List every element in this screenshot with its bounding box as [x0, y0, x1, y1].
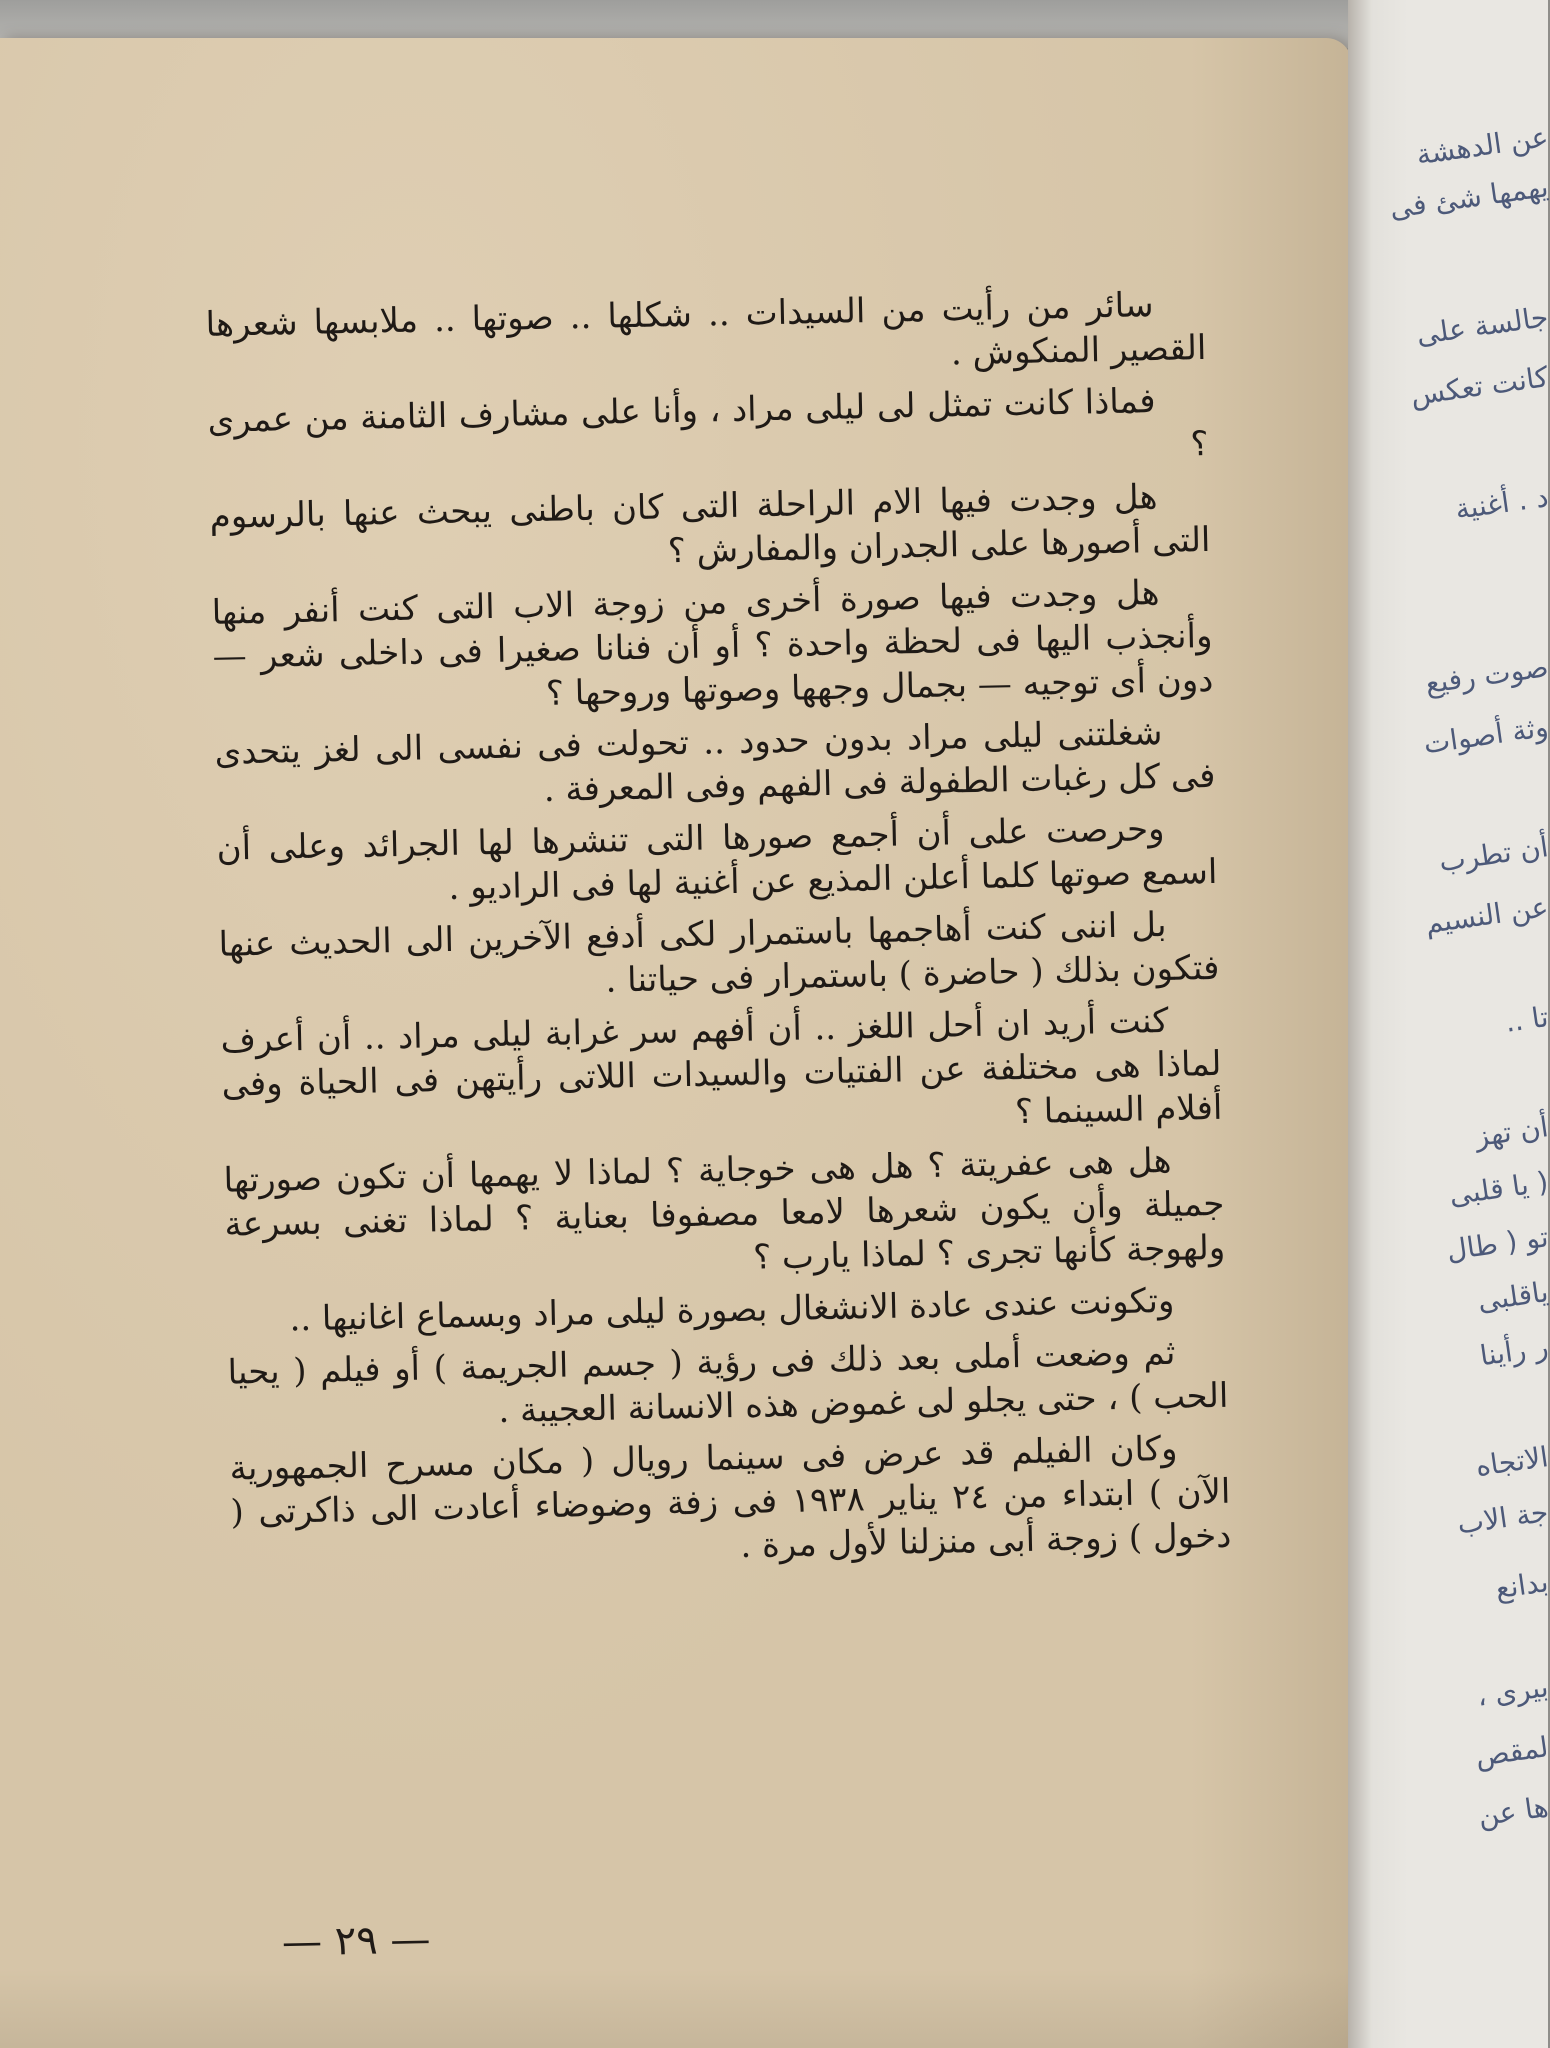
paragraph-1: سائر من رأيت من السيدات .. شكلها .. صوتها .. ملابسها شعرها القصير المنكوش . [205, 285, 1207, 374]
adjacent-line: صوت رفيع [1423, 650, 1550, 701]
paragraph-4: هل وجدت فيها صورة أخرى من زوجة الاب التى كنت أنفر منها وأنجذب اليها فى لحظة واحدة ؟ أو أن فنانا صغيرا فى داخلى شعر — دون أى توجيه — بجمال وجهها وصوتها وروحها ؟ [211, 573, 1214, 714]
adjacent-line: د . أغنية [1453, 480, 1550, 526]
adjacent-line: كانت تعكس [1408, 360, 1550, 413]
adjacent-page-edge [1348, 0, 1548, 2048]
adjacent-line: ر رأينا [1477, 1330, 1550, 1373]
page-bottom-shadow [0, 1968, 1352, 2048]
paragraph-6: وحرصت على أن أجمع صورها التى تنشرها لها الجرائد وعلى أن اسمع صوتها كلما أعلن المذيع عن أغنية لها فى الراديو . [216, 808, 1218, 908]
adjacent-line: عن الدهشة [1414, 120, 1550, 172]
page-text-block [205, 282, 1232, 1587]
adjacent-line: أن تهز [1473, 1110, 1550, 1154]
paragraph-9: هل هى عفريتة ؟ هل هى خوجاية ؟ لماذا لا يهمها أن تكون صورتها جميلة وأن يكون شعرها لامعا مصفوفا بعناية ؟ لماذا تغنى بسرعة ولهوجة كأنها تجرى ؟ لماذا يارب ؟ [223, 1140, 1226, 1278]
adjacent-line: بدانع [1493, 1565, 1550, 1606]
book-page [0, 38, 1352, 2048]
page-number: — ٢٩ — [281, 1916, 431, 1966]
paragraph-12: وكان الفيلم قد عرض فى سينما رويال ( مكان مسرح الجمهورية الآن ) ابتداء من ٢٤ يناير ١٩٣٨ فى زفة وضوضاء أعادت الى ذاكرتى ( دخول ) زوجة أبى منزلنا لأول مرة . [229, 1428, 1232, 1567]
adjacent-line: جة الاب [1455, 1495, 1550, 1541]
adjacent-line: ياقلبى [1475, 1275, 1550, 1318]
paragraph-7: بل اننى كنت أهاجمها باستمرار لكى أدفع الآخرين الى الحديث عنها فتكون بذلك ( حاضرة ) باستمرار فى حياتنا . [218, 904, 1220, 1001]
adjacent-line: ( يا قلبى [1447, 1165, 1550, 1212]
paragraph-3: هل وجدت فيها الام الراحلة التى كان باطنى يبحث عنها بالرسوم التى أصورها على الجدران والمفارش ؟ [209, 477, 1211, 572]
adjacent-line: أن تطرب [1436, 830, 1550, 879]
adjacent-line: الاتجاه [1473, 1440, 1550, 1483]
adjacent-line: يهمها شئ فى [1387, 170, 1550, 226]
adjacent-line: ها عن [1476, 1790, 1550, 1833]
adjacent-line: تو ( طال [1444, 1220, 1550, 1268]
paragraph-10: وتكونت عندى عادة الانشغال بصورة ليلى مراد وبسماع اغانيها .. [289, 1280, 1175, 1340]
adjacent-line: لمقص [1473, 1730, 1550, 1774]
adjacent-line: وثة أصوات [1421, 710, 1550, 761]
adjacent-line: بيرى ، [1474, 1670, 1550, 1713]
paragraph-2: فماذا كانت تمثل لى ليلى مراد ، وأنا على مشارف الثامنة من عمرى ؟ [207, 381, 1209, 465]
adjacent-line: تا .. [1503, 1000, 1550, 1039]
paragraph-5: شغلتنى ليلى مراد بدون حدود .. تحولت فى نفسى الى لغز يتحدى فى كل رغبات الطفولة فى الفهم وفى المعرفة . [214, 712, 1216, 810]
paragraph-11: ثم وضعت أملى بعد ذلك فى رؤية ( جسم الجريمة ) أو فيلم ( يحيا الحب ) ، حتى يجلو لى غموض هذه الانسانة العجيبة . [227, 1332, 1229, 1432]
adjacent-line: عن النسيم [1423, 890, 1550, 941]
paragraph-8: كنت أريد ان أحل اللغز .. أن أفهم سر غرابة ليلى مراد .. أن أعرف لماذا هى مختلفة عن الفتيات والسيدات اللاتى رأيتهن فى الحياة وفى أفلام السينما ؟ [220, 1000, 1223, 1133]
adjacent-line: جالسة على [1414, 300, 1550, 352]
